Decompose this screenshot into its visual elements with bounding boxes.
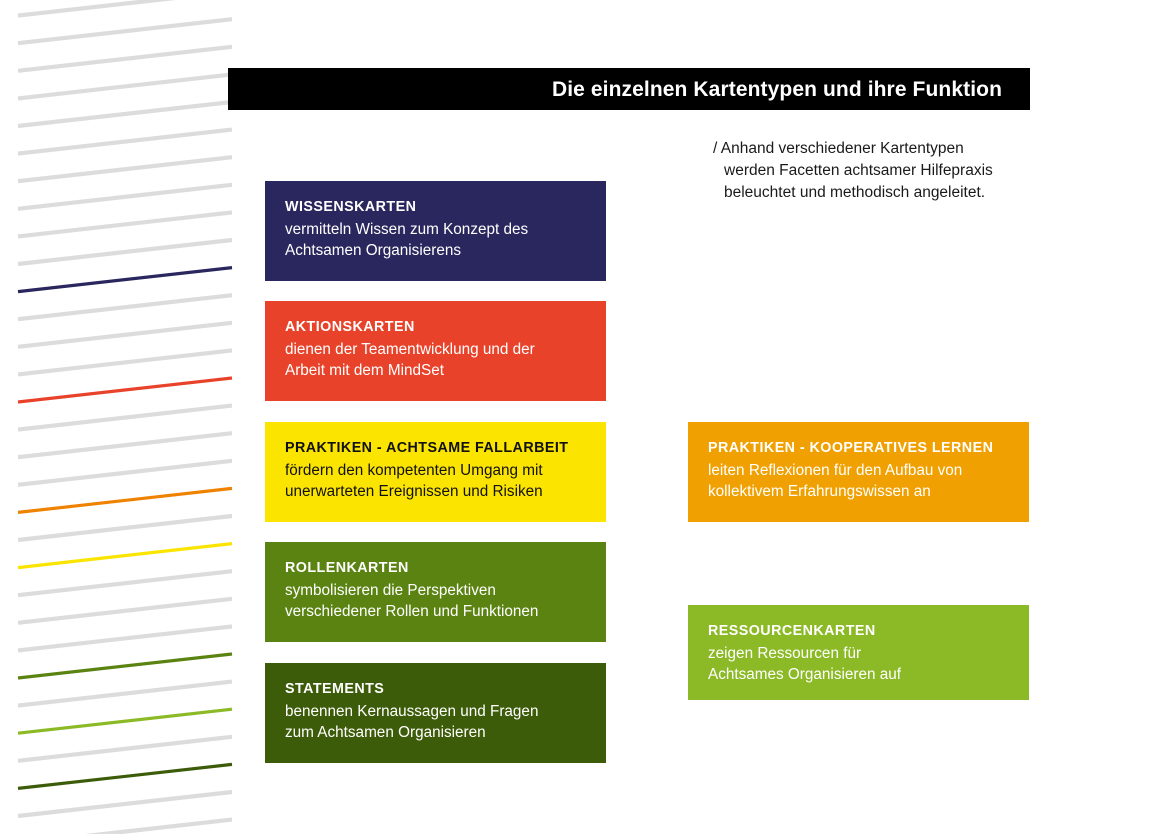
card-statements[interactable] xyxy=(265,663,606,763)
intro-paragraph xyxy=(713,138,1043,204)
stripe xyxy=(18,212,232,236)
card-description-line: verschiedener Rollen und Funktionen xyxy=(285,603,539,620)
stripe xyxy=(18,461,232,485)
stripe xyxy=(18,599,232,623)
card-description-line: kollektivem Erfahrungswissen an xyxy=(708,483,931,500)
stripe xyxy=(18,682,232,706)
card-wissenskarten[interactable] xyxy=(265,181,606,281)
card-ressourcenkarten[interactable] xyxy=(688,605,1029,700)
accent-stripe xyxy=(18,268,232,292)
accent-stripe xyxy=(18,378,232,402)
card-title: WISSENSKARTEN xyxy=(285,199,417,215)
card-title: RESSOURCENKARTEN xyxy=(708,623,876,639)
stripe xyxy=(18,433,232,457)
page-title: Die einzelnen Kartentypen und ihre Funktion xyxy=(551,77,1002,101)
card-title: AKTIONSKARTEN xyxy=(285,319,415,335)
stripe xyxy=(18,19,232,43)
decorative-stripe-panel xyxy=(0,0,240,834)
stripe xyxy=(18,47,232,71)
stripe xyxy=(18,130,232,154)
accent-stripe xyxy=(18,764,232,788)
card-description-line: unerwarteten Ereignissen und Risiken xyxy=(285,483,543,500)
intro-line-1: / Anhand verschiedener Kartentypen xyxy=(713,140,964,157)
stripe xyxy=(18,626,232,650)
stripe xyxy=(18,406,232,430)
stripe xyxy=(18,323,232,347)
accent-stripe xyxy=(18,709,232,733)
stripe xyxy=(18,516,232,540)
stripe xyxy=(18,350,232,374)
intro-line-2: werden Facetten achtsamer Hilfepraxis xyxy=(724,162,993,179)
stripe xyxy=(18,792,232,816)
card-praktiken-achtsame-fallarbeit[interactable] xyxy=(265,422,606,522)
card-title: PRAKTIKEN - KOOPERATIVES LERNEN xyxy=(708,440,994,456)
accent-stripe xyxy=(18,654,232,678)
card-description-line: Arbeit mit dem MindSet xyxy=(285,362,444,379)
accent-stripe xyxy=(18,544,232,568)
card-description-line: symbolisieren die Perspektiven xyxy=(285,582,496,599)
stripe xyxy=(18,0,232,16)
card-description-line: leiten Reflexionen für den Aufbau von xyxy=(708,462,963,479)
stripe xyxy=(18,157,232,181)
card-description-line: Achtsames Organisieren auf xyxy=(708,666,902,683)
stripe xyxy=(18,185,232,209)
stripe xyxy=(18,737,232,761)
card-title: PRAKTIKEN - ACHTSAME FALLARBEIT xyxy=(285,440,569,456)
card-description-line: dienen der Teamentwicklung und der xyxy=(285,341,535,358)
stripe xyxy=(18,102,232,126)
stripe xyxy=(18,74,232,98)
card-praktiken-kooperatives-lernen[interactable] xyxy=(688,422,1029,522)
stripe xyxy=(18,295,232,319)
accent-stripe xyxy=(18,488,232,512)
card-title: ROLLENKARTEN xyxy=(285,560,409,576)
card-aktionskarten[interactable] xyxy=(265,301,606,401)
card-description-line: benennen Kernaussagen und Fragen xyxy=(285,703,539,720)
card-rollenkarten[interactable] xyxy=(265,542,606,642)
card-description-line: Achtsamen Organisierens xyxy=(285,242,461,259)
card-description-line: fördern den kompetenten Umgang mit xyxy=(285,462,543,479)
intro-line-3: beleuchtet und methodisch angeleitet. xyxy=(724,184,986,201)
card-description-line: zum Achtsamen Organisieren xyxy=(285,724,486,741)
stripe xyxy=(18,571,232,595)
stripe-lines-svg xyxy=(0,0,240,834)
stripe xyxy=(18,240,232,264)
page-title-bar xyxy=(228,68,1030,110)
stripe xyxy=(18,820,232,834)
card-title: STATEMENTS xyxy=(285,681,385,697)
card-description-line: vermitteln Wissen zum Konzept des xyxy=(285,221,529,238)
card-description-line: zeigen Ressourcen für xyxy=(708,645,862,662)
